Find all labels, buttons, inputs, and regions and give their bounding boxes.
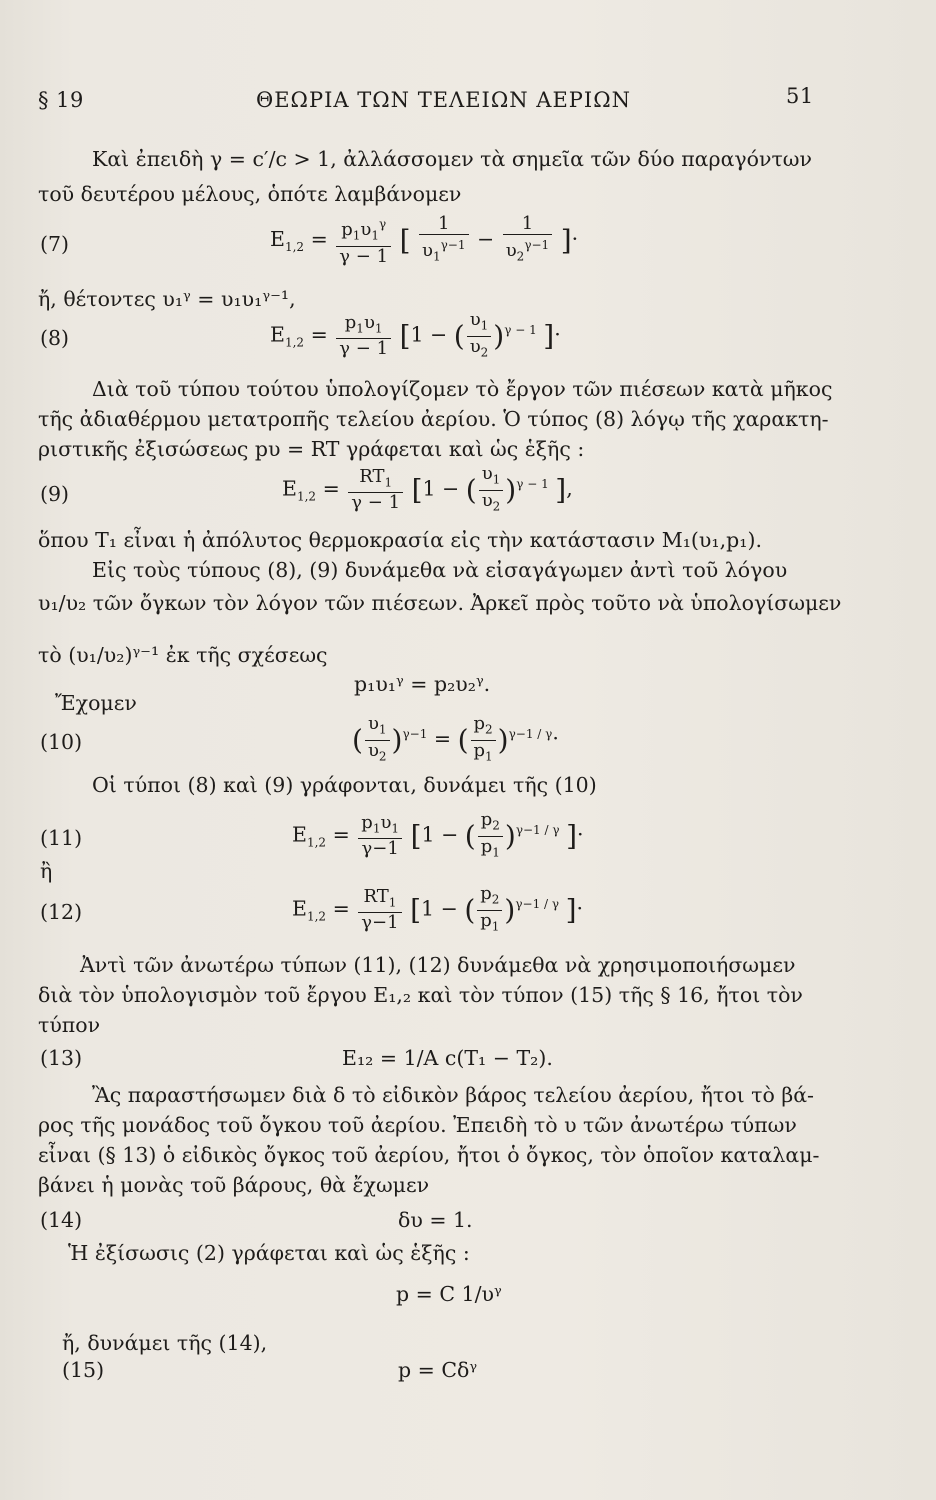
text-line: τῆς ἀδιαθέρμου μετατροπῆς τελείου ἀερίου. Ὁ τύπος (8) λόγῳ τῆς χαρακτη- <box>38 407 829 431</box>
page-header <box>38 84 816 118</box>
equation-number: (15) <box>62 1358 105 1382</box>
equation-9: $E_{1,2}$ = $\frac{RT_1}{\gamma - 1}$ [1 − ( $\frac{\upsilon_1}{\upsilon_2}$ )$^{\gamma - 1}$ ], <box>282 463 573 514</box>
equation-number: (10) <box>40 730 83 754</box>
text-line: ἤ, δυνάμει τῆς (14), <box>62 1331 268 1355</box>
equation-12: $E_{1,2}$ = $\frac{RT_1}{\gamma-1}$ [1 − ( $\frac{p_2}{p_1}$ )$^{\gamma-1 / \gamma}$ ]· <box>292 883 584 934</box>
text-line: Οἱ τύποι (8) καὶ (9) γράφονται, δυνάμει τῆς (10) <box>92 773 597 797</box>
text-line: Εἰς τοὺς τύπους (8), (9) δυνάμεθα νὰ εἰσαγάγωμεν ἀντὶ τοῦ λόγου <box>92 558 788 582</box>
equation-number: (9) <box>40 482 70 506</box>
text-line: τοῦ δευτέρου μέλους, ὁπότε λαμβάνομεν <box>38 182 462 206</box>
text-line: τύπον <box>38 1013 101 1037</box>
equation-number: (13) <box>40 1046 83 1070</box>
equation-10: ( $\frac{\upsilon_1}{\upsilon_2}$ )$^{\gamma-1}$ = ( $\frac{p_2}{p_1}$ )$^{\gamma-1 / \gamma}$· <box>352 713 559 764</box>
equation-8: $E_{1,2}$ = $\frac{p_1\upsilon_1}{\gamma - 1}$ [1 − ( $\frac{\upsilon_1}{\upsilon_2}$ )$^{\gamma - 1}$ ]· <box>270 309 561 360</box>
text-line: βάνει ἡ μονὰς τοῦ βάρους, θὰ ἔχωμεν <box>38 1173 430 1197</box>
text-line: υ₁/υ₂ τῶν ὄγκων τὸν λόγον τῶν πιέσεων. Ἀρκεῖ πρὸς τοῦτο νὰ ὑπολογίσωμεν <box>38 591 842 615</box>
text-line: Ἀντὶ τῶν ἀνωτέρω τύπων (11), (12) δυνάμεθα νὰ χρησιμοποιήσωμεν <box>80 953 796 977</box>
equation-15: p = Cδᵞ <box>398 1358 478 1382</box>
text-line: ἤ, θέτοντες υ₁ᵞ = υ₁υ₁ᵞ⁻¹, <box>38 287 296 311</box>
text-line: Διὰ τοῦ τύπου τούτου ὑπολογίζομεν τὸ ἔργον τῶν πιέσεων κατὰ μῆκος <box>92 377 833 401</box>
section-number: § 19 <box>38 88 84 112</box>
text-line: διὰ τὸν ὑπολογισμὸν τοῦ ἔργου E₁,₂ καὶ τὸν τύπον (15) τῆς § 16, ἤτοι τὸν <box>38 983 803 1007</box>
equation-number: (11) <box>40 826 83 850</box>
text-line: Καὶ ἐπειδὴ γ = c′/c > 1, ἀλλάσσομεν τὰ σημεῖα τῶν δύο παραγόντων <box>92 147 812 171</box>
text-line: ριστικῆς ἐξισώσεως pυ = RT γράφεται καὶ ὡς ἑξῆς : <box>38 437 585 461</box>
text-line: τὸ (υ₁/υ₂)ᵞ⁻¹ ἐκ τῆς σχέσεως <box>38 643 328 667</box>
equation-2-rewritten: p = C 1/υᵞ <box>396 1282 502 1306</box>
text-line: ὅπου T₁ εἶναι ἡ ἀπόλυτος θερμοκρασία εἰς τὴν κατάστασιν M₁(υ₁,p₁). <box>38 528 762 552</box>
text-line: ρος τῆς μονάδος τοῦ ὄγκου τοῦ ἀερίου. Ἐπειδὴ τὸ υ τῶν ἀνωτέρω τύπων <box>38 1113 797 1137</box>
page-number: 51 <box>786 84 814 108</box>
equation-number: (8) <box>40 326 70 350</box>
text-line: εἶναι (§ 13) ὁ εἰδικὸς ὄγκος τοῦ ἀερίου, ἤτοι ὁ ὄγκος, τὸν ὁποῖον καταλαμ- <box>38 1143 820 1167</box>
equation-number: (7) <box>40 232 70 256</box>
equation-7: $E_{1,2}$ = $\frac{p_1\upsilon_1^\gamma}{\gamma - 1}$ [ $\frac{1}{\upsilon_1^{\gamma-1}}$ − $\frac{1}{\upsilon_2^{\gamma-1}}$ ]· <box>270 213 579 267</box>
text-line: Ἡ ἐξίσωσις (2) γράφεται καὶ ὡς ἑξῆς : <box>68 1241 470 1265</box>
text-line: Ἂς παραστήσωμεν διὰ δ τὸ εἰδικὸν βάρος τελείου ἀερίου, ἤτοι τὸ βά- <box>92 1083 814 1107</box>
equation-11: $E_{1,2}$ = $\frac{p_1\upsilon_1}{\gamma-1}$ [1 − ( $\frac{p_2}{p_1}$ )$^{\gamma-1 / \gamma}$ ]· <box>292 809 584 860</box>
relation-pv: p₁υ₁ᵞ = p₂υ₂ᵞ. <box>354 672 491 696</box>
equation-14: δυ = 1. <box>398 1208 473 1232</box>
running-title: ΘΕΩΡΙΑ ΤΩΝ ΤΕΛΕΙΩΝ ΑΕΡΙΩΝ <box>256 88 631 112</box>
equation-number: (12) <box>40 900 83 924</box>
text-line: Ἔχομεν <box>55 691 137 715</box>
equation-number: (14) <box>40 1208 83 1232</box>
text-line: ἢ <box>40 859 53 883</box>
equation-13: E₁₂ = 1/A c(T₁ − T₂). <box>342 1046 553 1070</box>
